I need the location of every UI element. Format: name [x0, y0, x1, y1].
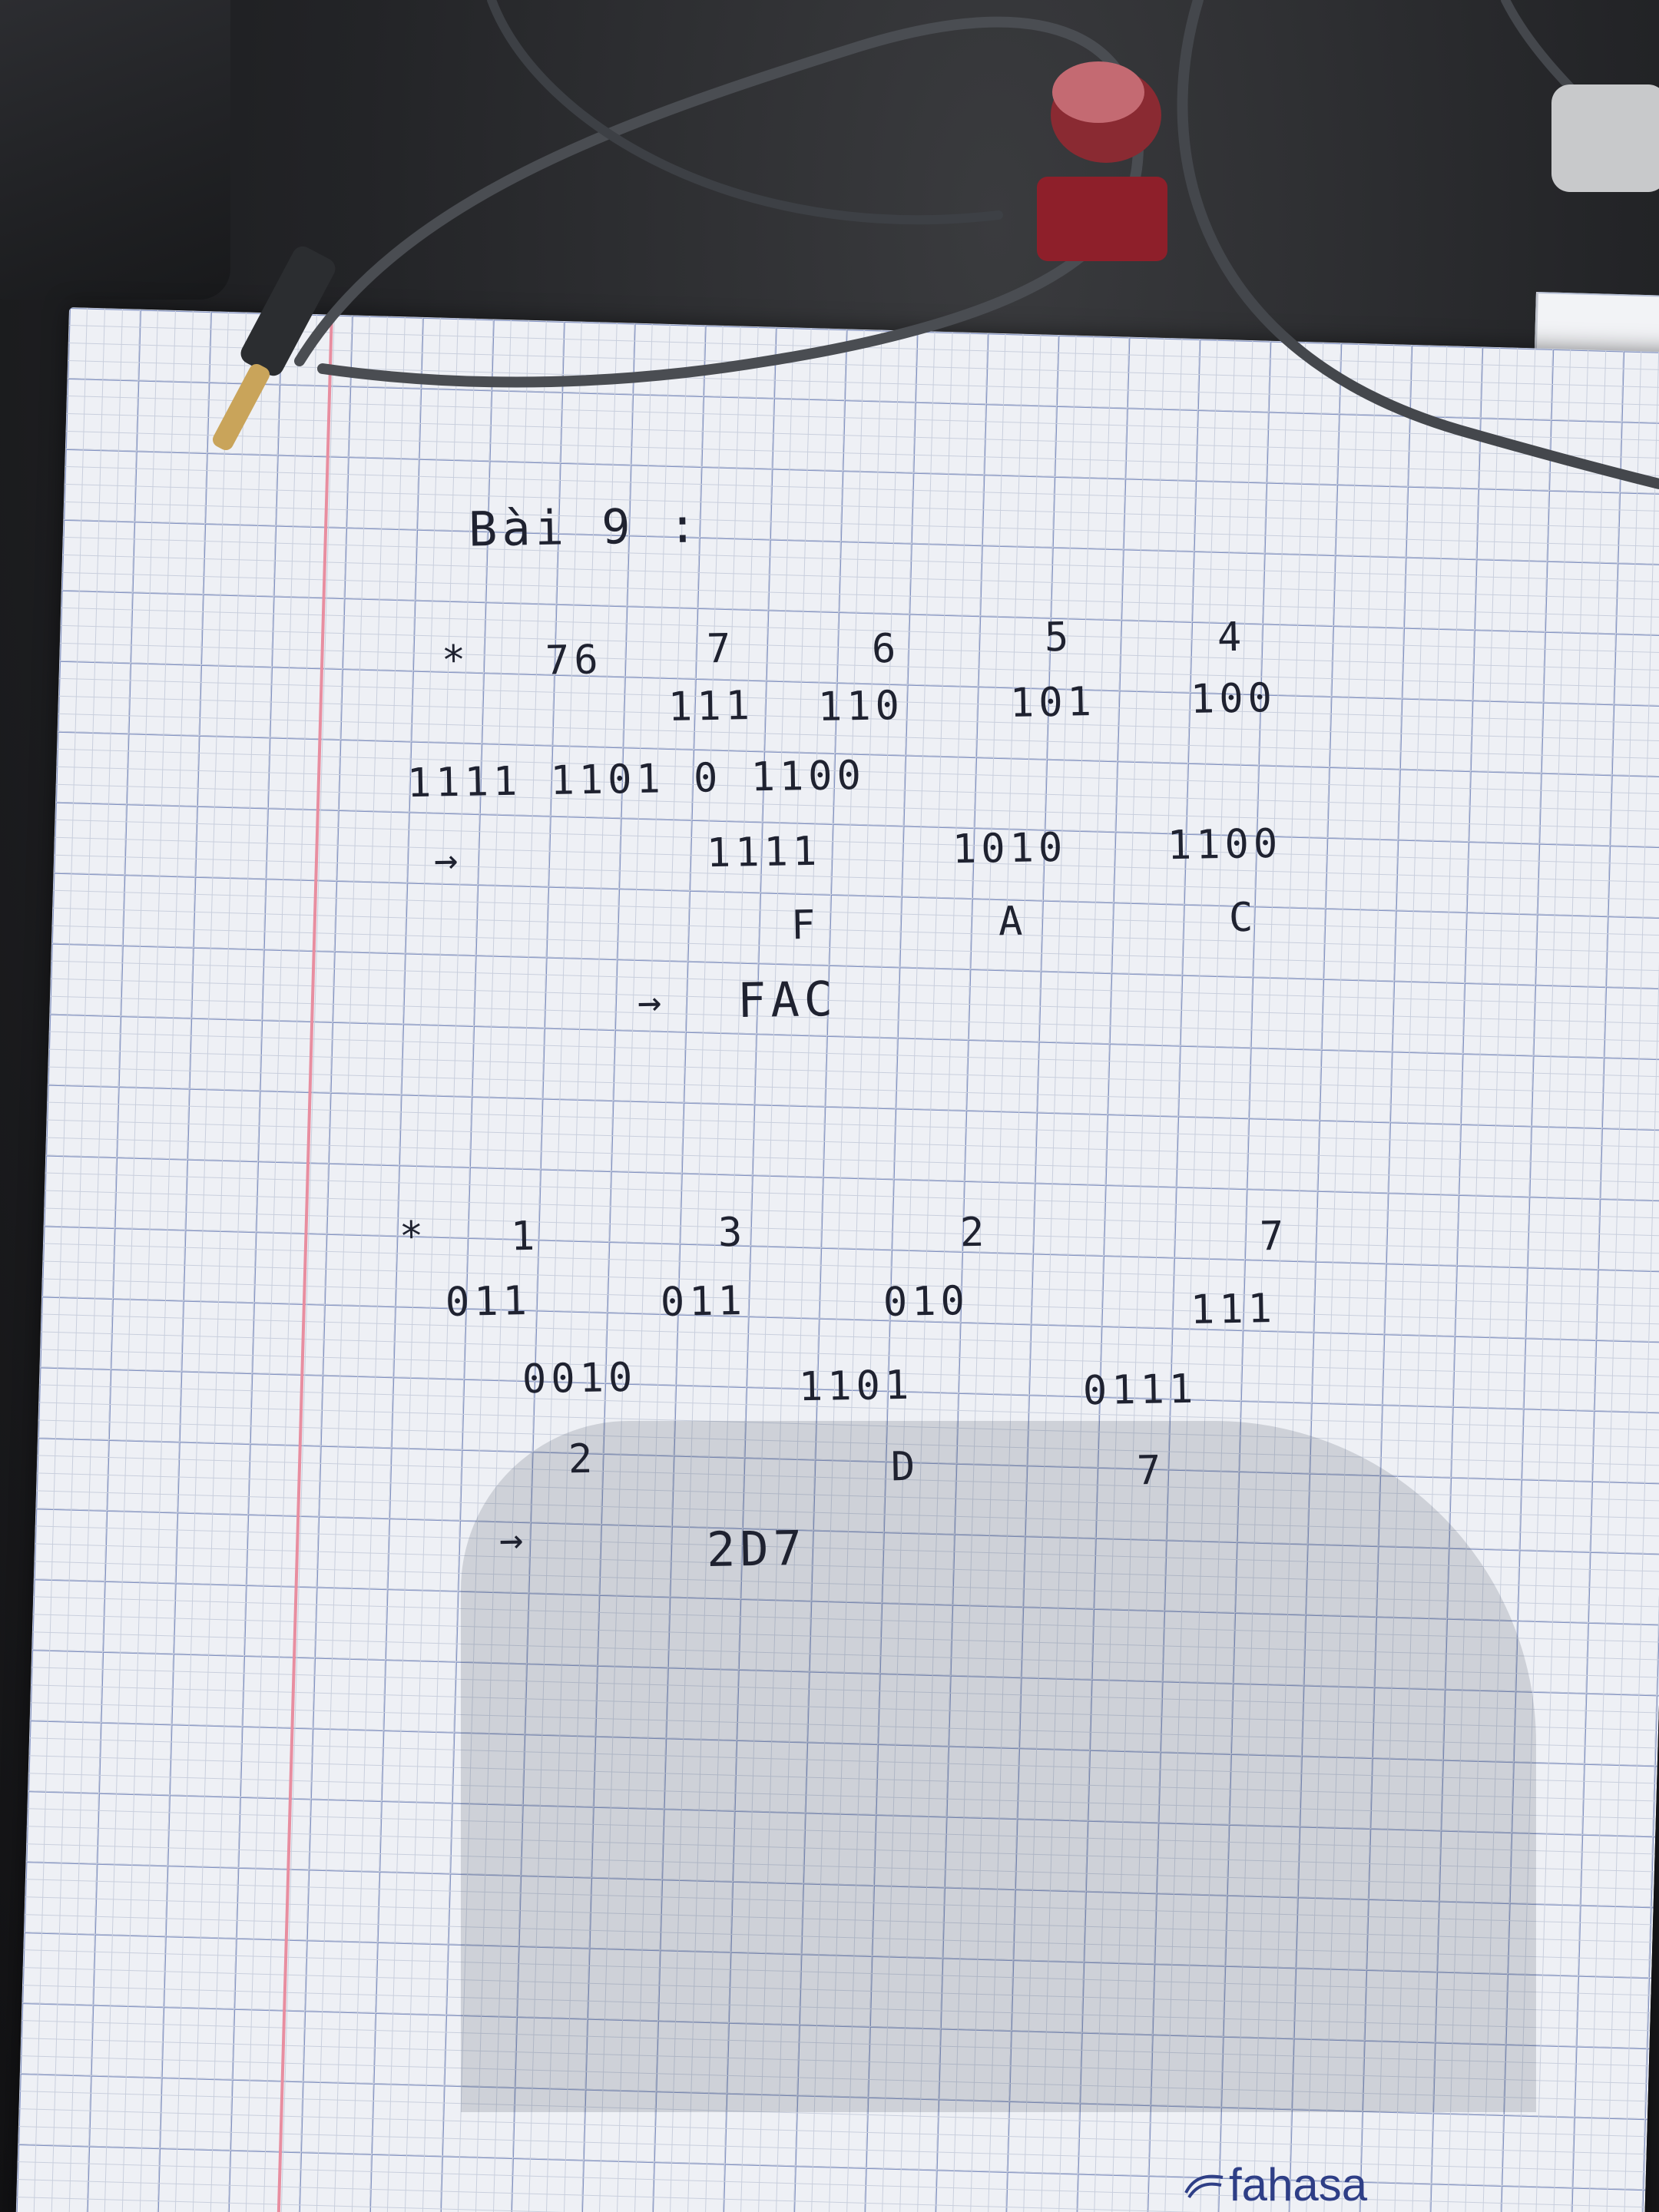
- part1-octal-binary: 110: [817, 683, 905, 730]
- part2-octal-binary: 111: [1190, 1286, 1277, 1333]
- part2-nibble: 0111: [1082, 1366, 1198, 1415]
- part1-hex-digit: C: [1228, 894, 1258, 942]
- part2-octal-digit: 2: [959, 1209, 989, 1257]
- part2-nibble: 0010: [522, 1354, 637, 1403]
- part1-result-arrow: →: [637, 979, 667, 1026]
- part2-octal-digit: 3: [717, 1209, 747, 1257]
- part2-hex-digit: 2: [568, 1435, 598, 1483]
- part1-nibble: 1111: [706, 828, 822, 877]
- part2-octal-digit: 7: [1259, 1213, 1289, 1260]
- part1-octal-binary: 100: [1190, 675, 1277, 723]
- part1-arrow: →: [433, 836, 463, 884]
- part2-marker: *: [399, 1213, 429, 1260]
- brand-name: fahasa: [1229, 2159, 1368, 2210]
- exercise-title: Bài 9 :: [468, 497, 702, 558]
- part1-hex-digit: F: [790, 902, 820, 949]
- part1-binary-line: 1111 1101 0 1100: [406, 752, 866, 807]
- part2-hex-digit: D: [890, 1443, 920, 1491]
- part1-octal-binary: 111: [667, 683, 755, 730]
- part2-result: 2D7: [706, 1519, 807, 1578]
- part2-result-arrow: →: [498, 1516, 528, 1564]
- part1-octal-digit: 5: [1044, 614, 1074, 661]
- part1-nibble: 1100: [1167, 820, 1283, 869]
- part1-octal-label: 76: [545, 637, 604, 684]
- part1-octal-binary: 101: [1009, 679, 1097, 727]
- part2-octal-binary: 011: [660, 1278, 747, 1326]
- part1-marker: *: [441, 637, 471, 684]
- part1-hex-digit: A: [998, 898, 1028, 945]
- part2-octal-binary: 011: [445, 1278, 532, 1326]
- part2-octal-binary: 010: [882, 1278, 970, 1326]
- part2-octal-digit: 1: [510, 1213, 540, 1260]
- part1-nibble: 1010: [952, 824, 1068, 873]
- part1-result: FAC: [737, 970, 838, 1029]
- fahasa-logo-icon: [1183, 2170, 1226, 2200]
- part1-octal-digit: 6: [871, 625, 901, 673]
- part1-octal-digit: 7: [706, 625, 736, 673]
- part1-octal-digit: 4: [1217, 614, 1247, 661]
- part2-hex-digit: 7: [1136, 1447, 1166, 1495]
- part2-nibble: 1101: [798, 1362, 914, 1411]
